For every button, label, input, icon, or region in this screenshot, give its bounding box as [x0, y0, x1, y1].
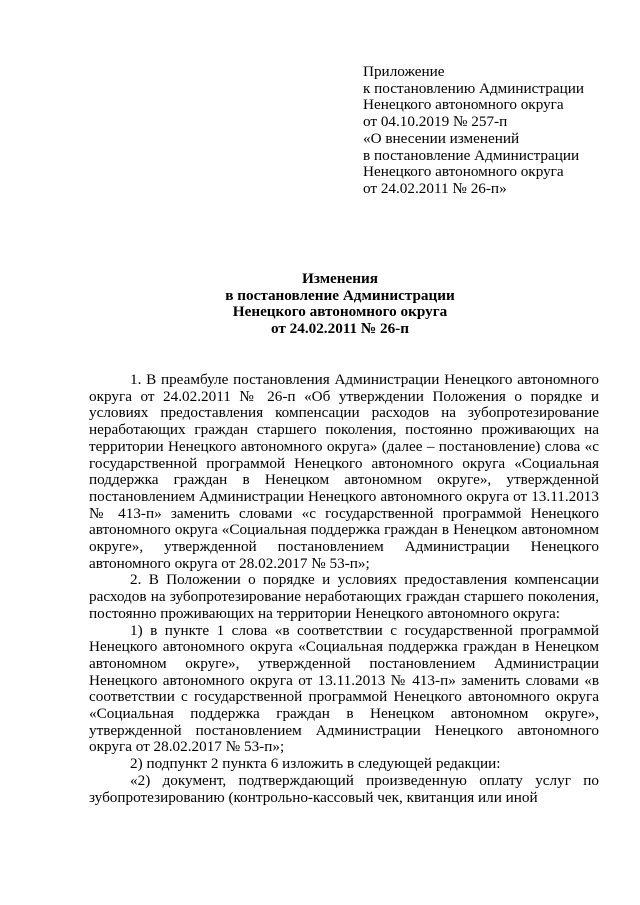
title-line: Изменения — [302, 270, 378, 287]
paragraph-1: 1. В преамбуле постановления Администрации Ненецкого автономного округа от 24.02.2011 № 26-п «Об утверждении Положения о порядке и условиях предоставления компенсации расходов на зубопротезирование неработающих граждан старшего поколения, постоянно проживающих на территории Ненецкого автономного округа» (далее – постановление) слова «с государственной программой Ненецкого автономного округа «Социальная поддержка граждан в Ненецком автономном округе», утвержденной постановлением Администрации Ненецкого автономного округа от 13.11.2013 № 413-п» заменить словами «с государственной программой Ненецкого автономного округа «Социальная поддержка граждан в Ненецком автономном округе», утвержденной постановлением Администрации Ненецкого автономного округа от 28.02.2017 № 53-п»; — [89, 371, 599, 572]
appendix-line: Приложение — [363, 63, 445, 80]
appendix-header — [363, 64, 633, 198]
appendix-line: в постановление Администрации — [363, 146, 580, 164]
appendix-line: от 24.02.2011 № 26-п» — [363, 179, 507, 197]
title-line: от 24.02.2011 № 26-п — [270, 320, 409, 338]
appendix-line: Ненецкого автономного округа — [363, 96, 564, 114]
appendix-line: от 04.10.2019 № 257-п — [363, 113, 508, 131]
appendix-line: к постановлению Администрации — [363, 79, 584, 97]
paragraph-5: «2) документ, подтверждающий произведенную оплату услуг по зубопротезированию (контрольно-кассовый чек, квитанция или иной — [89, 771, 599, 806]
title-line: в постановление Администрации — [225, 286, 455, 304]
appendix-line: Ненецкого автономного округа — [363, 163, 564, 181]
document-title — [60, 271, 620, 338]
paragraph-2: 2. В Положении о порядке и условиях предоставления компенсации расходов на зубопротезирование неработающих граждан старшего поколения, постоянно проживающих на территории Ненецкого автономного округа: — [89, 571, 599, 622]
document-body — [89, 372, 599, 806]
paragraph-3: 1) в пункте 1 слова «в соответствии с государственной программой Ненецкого автономного округа «Социальная поддержка граждан в Ненецком автономном округе», утвержденной постановлением Администрации Ненецкого автономного округа от 13.11.2013 № 413-п» заменить словами «в соответствии с государственной программой Ненецкого автономного округа «Социальная поддержка граждан в Ненецком автономном округе», утвержденной постановлением Администрации Ненецкого автономного округа от 28.02.2017 № 53-п»; — [89, 621, 599, 756]
title-line: Ненецкого автономного округа — [232, 303, 448, 321]
appendix-line: «О внесении изменений — [363, 129, 520, 147]
paragraph-4: 2) подпункт 2 пункта 6 изложить в следующей редакции: — [130, 755, 501, 773]
